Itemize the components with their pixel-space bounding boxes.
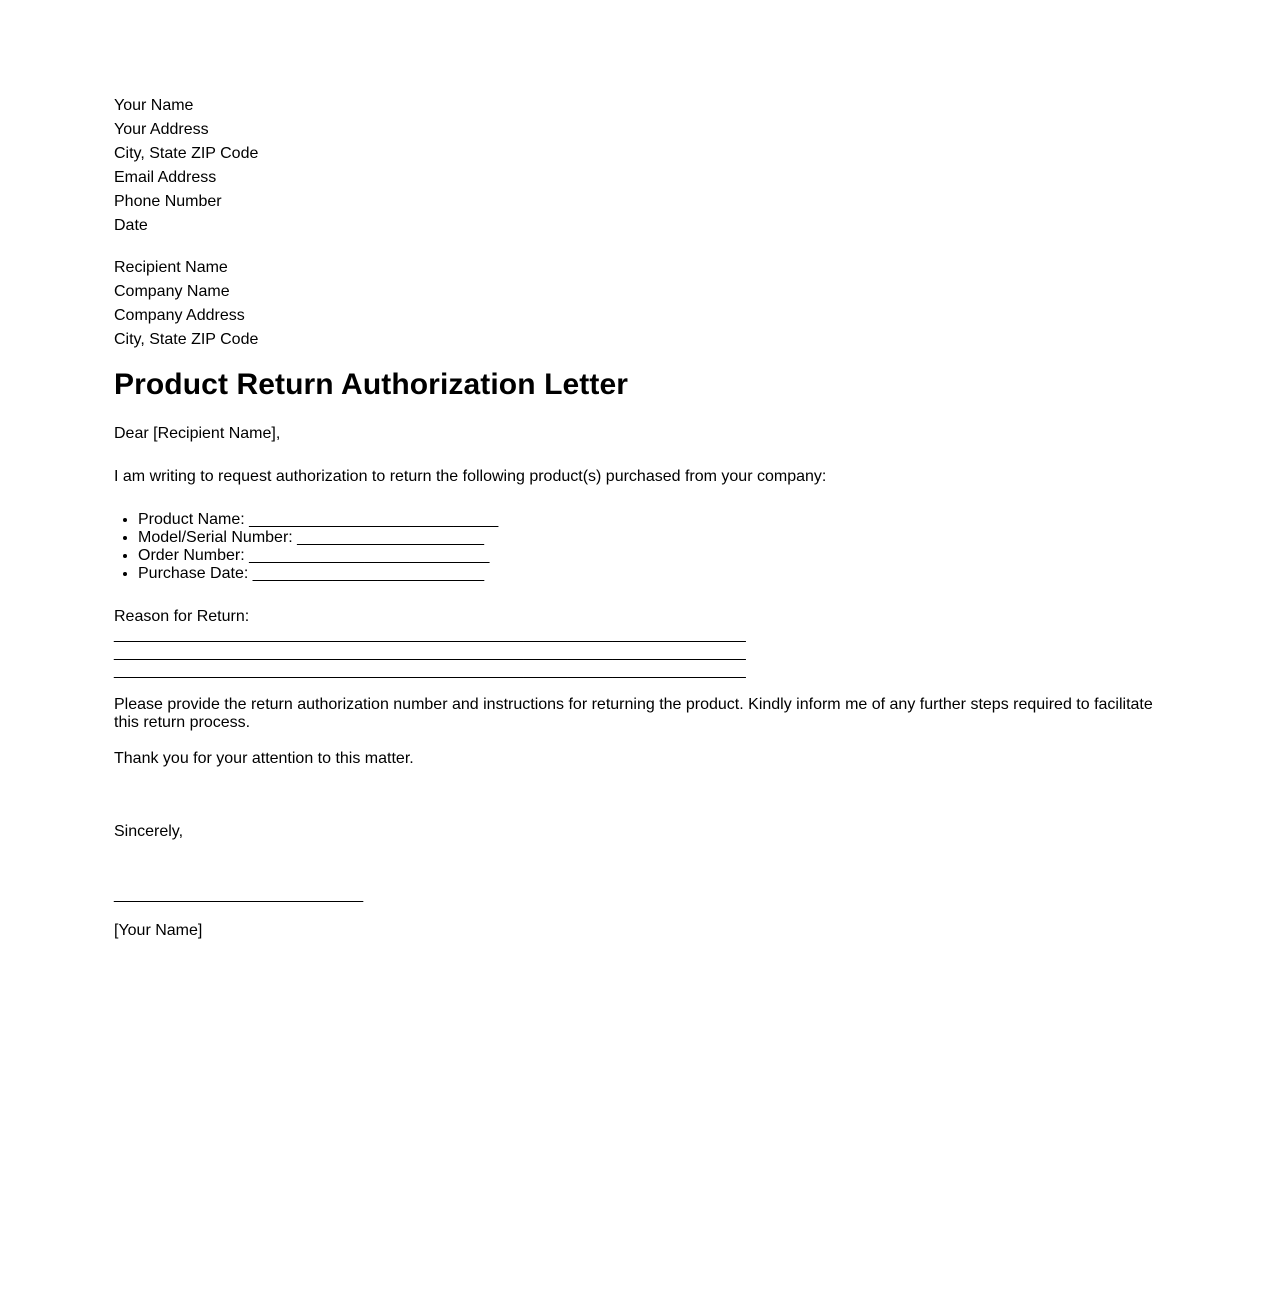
recipient-name: Recipient Name — [114, 259, 228, 276]
recipient-company: Company Name — [114, 283, 230, 300]
blank-line: _______________________________________________________________________ — [114, 662, 746, 679]
blank-line: _______________________________________________________________________ — [114, 644, 746, 661]
intro-paragraph: I am writing to request authorization to return the following product(s) purchased from your company: — [114, 468, 827, 485]
recipient-block — [114, 256, 1174, 352]
blank-line: ____________________________ — [249, 511, 499, 528]
field-label: Model/Serial Number: — [138, 529, 298, 546]
letter-title: Product Return Authorization Letter — [114, 368, 629, 401]
field-label: Product Name: — [138, 511, 250, 528]
thanks-paragraph: Thank you for your attention to this matter. — [114, 750, 414, 767]
list-item-model-serial — [138, 529, 1174, 547]
reason-label: Reason for Return: — [114, 608, 250, 625]
greeting: Dear [Recipient Name], — [114, 425, 281, 442]
signature-name: [Your Name] — [114, 922, 203, 939]
letter-document — [114, 94, 1174, 940]
sender-email: Email Address — [114, 169, 217, 186]
blank-line: _____________________ — [297, 529, 485, 546]
sender-address: Your Address — [114, 121, 209, 138]
sender-name: Your Name — [114, 97, 194, 114]
signature-line: ____________________________ — [114, 886, 364, 903]
closing: Sincerely, — [114, 823, 184, 840]
blank-line: ___________________________ — [249, 547, 490, 564]
sender-city-state-zip: City, State ZIP Code — [114, 145, 259, 162]
recipient-city-state-zip: City, State ZIP Code — [114, 331, 259, 348]
sender-block — [114, 94, 1174, 238]
list-item-purchase-date — [138, 565, 1174, 583]
field-label: Order Number: — [138, 547, 250, 564]
list-item-order-number — [138, 547, 1174, 565]
blank-line: __________________________ — [252, 565, 485, 582]
reason-blank-lines — [114, 626, 1174, 680]
sender-date: Date — [114, 217, 148, 234]
request-paragraph: Please provide the return authorization number and instructions for returning the product. Kindly inform me of any further steps required to facilitate this return process. — [114, 696, 1153, 731]
field-label: Purchase Date: — [138, 565, 253, 582]
recipient-company-address: Company Address — [114, 307, 245, 324]
sender-phone: Phone Number — [114, 193, 222, 210]
list-item-product-name — [138, 511, 1174, 529]
product-details-list — [114, 511, 1174, 583]
blank-line: _______________________________________________________________________ — [114, 626, 746, 643]
